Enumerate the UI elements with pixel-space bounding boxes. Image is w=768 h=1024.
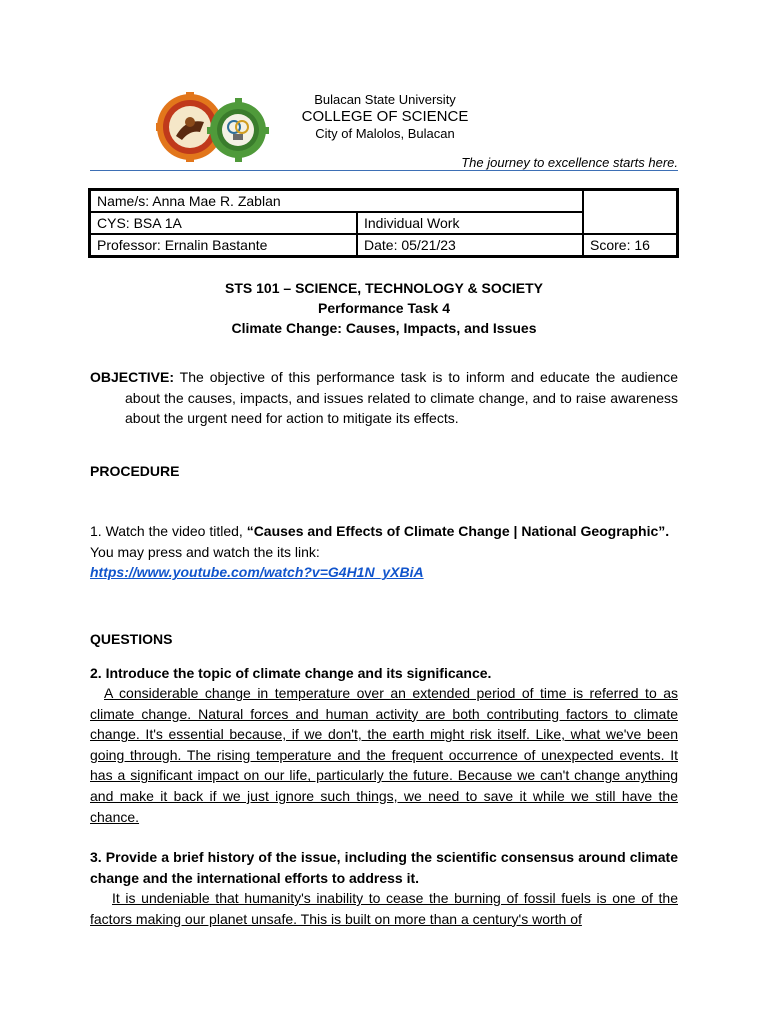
questions-heading: QUESTIONS (90, 631, 173, 647)
score-blank-cell (583, 190, 678, 235)
date-cell: Date: 05/21/23 (357, 234, 583, 257)
student-info-table (88, 188, 679, 258)
question-2: 2. Introduce the topic of climate change and its significance. (90, 665, 492, 681)
work-type-cell: Individual Work (357, 212, 583, 234)
objective-text: The objective of this performance task is to inform and educate the audience about the causes, impacts, and issues related to climate change, and to raise awareness about the urgent need for action to mitigate its effects. (125, 369, 678, 427)
answer-3-text: It is undeniable that humanity's inability to cease the burning of fossil fuels is one of the factors making our planet unsafe. This is built on more than a century's worth of (90, 890, 678, 927)
objective-paragraph (90, 367, 678, 429)
course-title: STS 101 – SCIENCE, TECHNOLOGY & SOCIETY (225, 280, 543, 296)
objective-label: OBJECTIVE: (90, 369, 175, 385)
name-cell: Name/s: Anna Mae R. Zablan (90, 190, 584, 213)
university-name: Bulacan State University (314, 92, 456, 107)
topic-title: Climate Change: Causes, Impacts, and Issues (231, 320, 537, 336)
answer-2-text: A considerable change in temperature over an extended period of time is referred to as climate change. Natural forces and human activity are both contributing factors to climate change. It's essential because, if we don't, the earth might risk itself. Like, what we've been going through. The rising temperature and the frequent occurrence of unexpected events. It has a significant impact on our life, particularly the future. Because we can't change anything and make it back if we just ignore such things, we need to save it while we still have the chance. (90, 685, 678, 825)
header-divider (90, 170, 678, 171)
video-link[interactable]: https://www.youtube.com/watch?v=G4H1N_yXBiA (90, 564, 424, 581)
professor-cell: Professor: Ernalin Bastante (90, 234, 358, 257)
tagline: The journey to excellence starts here. (461, 155, 678, 170)
university-logos (156, 92, 272, 162)
answer-2 (90, 683, 678, 827)
step-suffix: You may press and watch the its link: (90, 543, 320, 560)
video-title: “Causes and Effects of Climate Change | National Geographic”. (246, 523, 670, 539)
task-title: Performance Task 4 (317, 300, 451, 316)
step-prefix: 1. Watch the video titled, (90, 523, 247, 539)
score-cell: Score: 16 (583, 234, 678, 257)
college-name: COLLEGE OF SCIENCE (301, 107, 469, 125)
answer-3 (90, 888, 678, 929)
city-name: City of Malolos, Bulacan (315, 125, 455, 141)
procedure-heading: PROCEDURE (90, 463, 180, 479)
document-titles (90, 278, 678, 338)
question-3: 3. Provide a brief history of the issue, including the scientific consensus around climate change and the international efforts to address it. (90, 849, 678, 886)
cys-cell: CYS: BSA 1A (90, 212, 358, 234)
university-header (290, 92, 480, 141)
procedure-step-1 (90, 521, 678, 583)
bulsu-seal-icon (156, 92, 272, 162)
